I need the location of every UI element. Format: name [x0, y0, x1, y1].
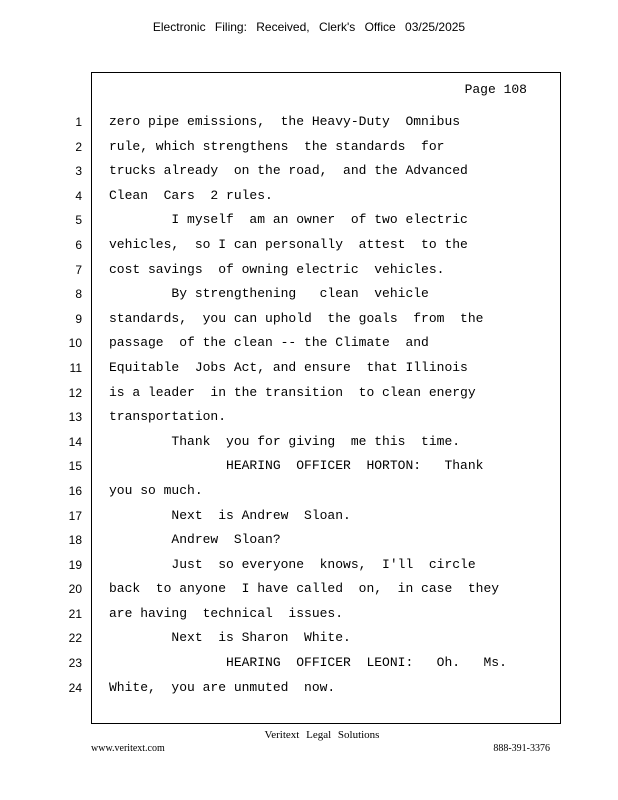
filing-stamp: Electronic Filing: Received, Clerk's Office 03/25/2025 — [152, 20, 466, 34]
line-text: HEARING OFFICER LEONI: Oh. Ms. — [109, 655, 507, 671]
line-text: is a leader in the transition to clean energy — [109, 384, 476, 400]
line-text: cost savings of owning electric vehicles. — [109, 261, 445, 277]
line-text: Just so everyone knows, I'll circle — [109, 556, 476, 572]
line-number: 16 — [68, 483, 82, 498]
line-number: 17 — [68, 508, 82, 523]
line-text: vehicles, so I can personally attest to the — [109, 236, 468, 252]
line-number: 13 — [68, 410, 82, 425]
footer-phone: 888-391-3376 — [493, 743, 550, 754]
line-text: passage of the clean -- the Climate and — [109, 335, 429, 351]
line-text: back to anyone I have called on, in case they — [109, 581, 500, 597]
line-text: HEARING OFFICER HORTON: Thank — [109, 458, 484, 474]
line-text: Thank you for giving me this time. — [109, 433, 461, 449]
footer-company: Veritext Legal Solutions — [264, 729, 380, 741]
line-number: 11 — [69, 360, 82, 375]
line-number: 2 — [75, 139, 82, 154]
line-text: Next is Sharon White. — [109, 630, 351, 646]
line-text: rule, which strengthens the standards for — [109, 138, 445, 154]
line-text: are having technical issues. — [109, 605, 344, 621]
line-text: trucks already on the road, and the Advanced — [109, 163, 468, 179]
line-text: Clean Cars 2 rules. — [109, 187, 273, 203]
line-text: I myself am an owner of two electric — [109, 212, 468, 228]
line-text: By strengthening clean vehicle — [109, 286, 429, 302]
line-number: 12 — [68, 385, 82, 400]
line-number: 24 — [68, 680, 82, 695]
line-text: you so much. — [109, 482, 203, 498]
footer-website: www.veritext.com — [91, 743, 165, 754]
line-text: Equitable Jobs Act, and ensure that Illinois — [109, 359, 468, 375]
line-number: 8 — [75, 287, 82, 302]
line-number: 4 — [75, 188, 82, 203]
line-number: 18 — [68, 533, 82, 548]
line-number: 10 — [68, 336, 82, 351]
line-number: 6 — [75, 237, 82, 252]
page-number: Page 108 — [464, 82, 527, 97]
line-number: 21 — [68, 606, 82, 621]
line-text: transportation. — [109, 409, 227, 425]
line-number: 5 — [75, 213, 82, 228]
line-number: 23 — [68, 656, 82, 671]
line-number: 15 — [68, 459, 82, 474]
line-text: White, you are unmuted now. — [109, 679, 336, 695]
line-number: 14 — [68, 434, 82, 449]
line-text: standards, you can uphold the goals from the — [109, 310, 484, 326]
line-number: 22 — [68, 631, 82, 646]
line-number: 3 — [75, 164, 82, 179]
line-text: Andrew Sloan? — [109, 532, 281, 548]
line-text: Next is Andrew Sloan. — [109, 507, 351, 523]
line-number: 7 — [75, 262, 82, 277]
line-text: zero pipe emissions, the Heavy-Duty Omnibus — [109, 114, 461, 129]
line-number: 20 — [68, 582, 82, 597]
line-number: 19 — [68, 557, 82, 572]
line-number: 9 — [75, 311, 82, 326]
line-number: 1 — [75, 115, 82, 129]
